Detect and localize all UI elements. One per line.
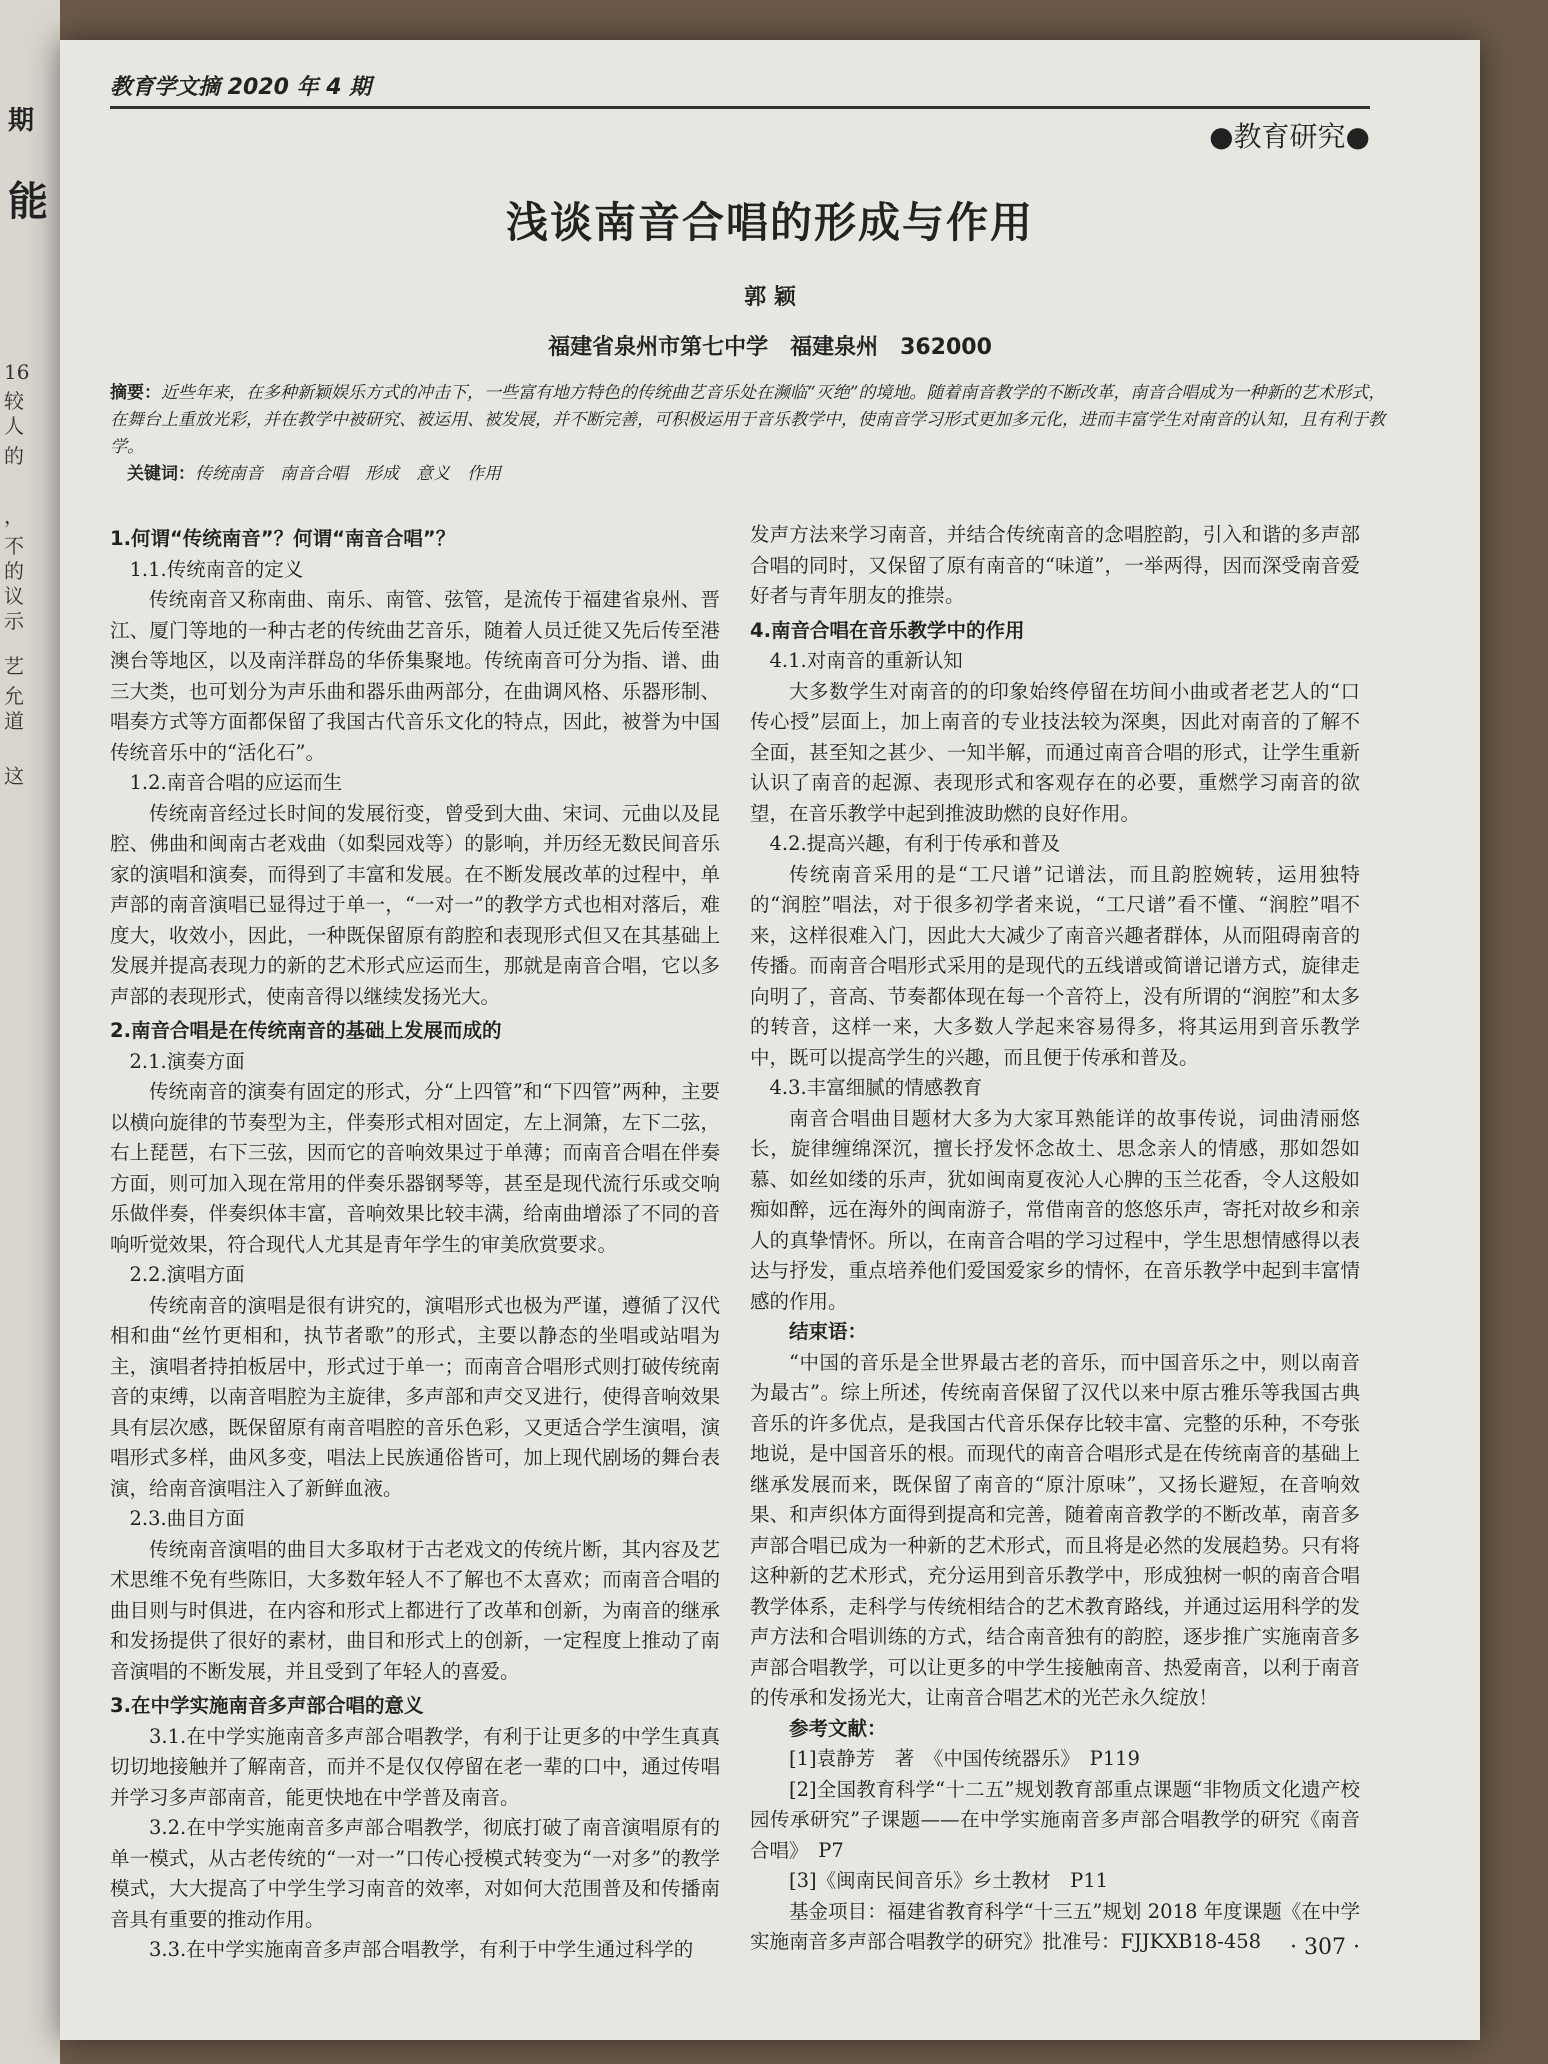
paragraph: “中国的音乐是全世界最古老的音乐，而中国音乐之中，则以南音为最古”。综上所述，传统南音保留了汉代以来中原古雅乐等我国古典音乐的许多优点，是我国古代音乐保存比较丰富、完整的乐种，不夸张地说，是中国音乐的根。而现代的南音合唱形式是在传统南音的基础上继承发展而来，既保留了南音的“原汁原味”，又扬长避短，在音响效果、和声织体方面得到提高和完善，随着南音教学的不断改革，南音多声部合唱已成为一种新的艺术形式，而且将是必然的发展趋势。只有将这种新的艺术形式，充分运用到音乐教学中，形成独树一帜的南音合唱教学体系，走科学与传统相结合的艺术教育路线，并通过运用科学的发声方法和合唱训练的方式，结合南音独有的韵腔，逐步推广实施南音多声部合唱教学，可以让更多的中学生接触南音、热爱南音，以利于南音的传承和发扬光大，让南音合唱艺术的光芒永久绽放！ bbox=[750, 1350, 1360, 1709]
references-heading: 参考文献： bbox=[789, 1716, 887, 1740]
adjacent-page-fragment: 的 bbox=[4, 559, 24, 583]
adjacent-page-fragment: 较 bbox=[4, 389, 24, 413]
subsection-heading: 2.1.演奏方面 bbox=[129, 1049, 245, 1073]
adjacent-page-fragment: ， bbox=[4, 504, 24, 528]
adjacent-page-issue-char: 期 bbox=[8, 106, 35, 136]
adjacent-page-fragment: 允 bbox=[4, 684, 24, 708]
section-heading: 2.南音合唱是在传统南音的基础上发展而成的 bbox=[110, 1019, 502, 1042]
paragraph: 3.1.在中学实施南音多声部合唱教学，有利于让更多的中学生真真切切地接触并了解南音，而并不是仅仅停留在老一辈的口中，通过传唱并学习多声部南音，能更快地在中学普及南音。 bbox=[110, 1724, 720, 1809]
abstract-text: 近些年来，在多种新颖娱乐方式的冲击下，一些富有地方特色的传统曲艺音乐处在濒临“灭绝”的境地。随着南音教学的不断改革，南音合唱成为一种新的艺术形式，在舞台上重放光彩，并在教学中被研究、被运用、被发展，并不断完善，可积极运用于音乐教学中，使南音学习形式更加多元化，进而丰富学生对南音的认知，且有利于教学。 bbox=[110, 383, 1386, 457]
subsection-heading: 4.2.提高兴趣，有利于传承和普及 bbox=[769, 832, 1061, 855]
section-tag: ●教育研究● bbox=[1209, 120, 1370, 153]
keywords-label: 关键词： bbox=[127, 464, 195, 484]
adjacent-page-fragment: 艺 bbox=[4, 654, 24, 678]
paragraph: 传统南音的演唱是很有讲究的，演唱形式也极为严谨，遵循了汉代相和曲“丝竹更相和，执节者歌”的形式，主要以静态的坐唱或站唱为主，演唱者持拍板居中，形式过于单一；而南音合唱形式则打破传统南音的束缚，以南音唱腔为主旋律，多声部和声交叉进行，使得音响效果具有层次感，既保留原有南音唱腔的音乐色彩，又更适合学生演唱，演唱形式多样，曲风多变，唱法上民族通俗皆可，加上现代剧场的舞台表演，给南音演唱注入了新鲜血液。 bbox=[110, 1293, 720, 1500]
paragraph: 传统南音采用的是“工尺谱”记谱法，而且韵腔婉转，运用独特的“润腔”唱法，对于很多初学者来说，“工尺谱”看不懂、“润腔”唱不来，这样很难入门，因此大大减少了南音兴趣者群体，从而阻碍南音的传播。而南音合唱形式采用的是现代的五线谱或简谱记谱方式，旋律走向明了，音高、节奏都体现在每一个音符上，没有所谓的“润腔”和太多的转音，这样一来，大多数人学起来容易得多，将其运用到音乐教学中，既可以提高学生的兴趣，而且便于传承和普及。 bbox=[750, 862, 1360, 1069]
section-heading: 4.南音合唱在音乐教学中的作用 bbox=[750, 618, 1025, 642]
paragraph: 发声方法来学习南音，并结合传统南音的念唱腔韵，引入和谐的多声部合唱的同时，又保留了原有南音的“味道”，一举两得，因而深受南音爱好者与青年朋友的推崇。 bbox=[750, 523, 1360, 607]
adjacent-page-edge bbox=[0, 0, 60, 2064]
paragraph: 3.2.在中学实施南音多声部合唱教学，彻底打破了南音演唱原有的单一模式，从古老传统的“一对一”口传心授模式转变为“一对多”的教学模式，大大提高了中学生学习南音的效率，对如何大范围普及和传播南音具有重要的推动作用。 bbox=[110, 1816, 720, 1931]
paragraph: 传统南音演唱的曲目大多取材于古老戏文的传统片断，其内容及艺术思维不免有些陈旧，大多数年轻人不了解也不太喜欢；而南音合唱的曲目则与时俱进，在内容和形式上都进行了改革和创新，为南音的继承和发扬提供了很好的素材，曲目和形式上的创新，一定程度上推动了南音演唱的不断发展，并且受到了年轻人的喜爱。 bbox=[110, 1537, 720, 1683]
adjacent-page-big-char: 能 bbox=[8, 178, 48, 225]
article-affiliation: 福建省泉州市第七中学 福建泉州 362000 bbox=[548, 335, 992, 360]
section-heading: 1.何谓“传统南音”？何谓“南音合唱”？ bbox=[110, 527, 456, 550]
adjacent-page-fragment: 不 bbox=[4, 534, 24, 558]
journal-page bbox=[60, 40, 1480, 2040]
article-title: 浅谈南音合唱的形成与作用 bbox=[505, 198, 1034, 247]
keywords bbox=[110, 461, 1390, 488]
page-header bbox=[110, 70, 1370, 153]
abstract-label: 摘要： bbox=[110, 383, 161, 403]
paragraph: 传统南音又称南曲、南乐、南管、弦管，是流传于福建省泉州、晋江、厦门等地的一种古老的传统曲艺音乐，随着人员迁徙又先后传至港澳台等地区，以及南洋群岛的华侨集聚地。传统南音可分为指、谱、曲三大类，也可划分为声乐曲和器乐曲两部分，在曲调风格、乐器形制、唱奏方式等方面都保留了我国古代音乐文化的特点，因此，被誉为中国传统音乐中的“活化石”。 bbox=[110, 588, 720, 764]
paragraph: 传统南音的演奏有固定的形式，分“上四管”和“下四管”两种，主要以横向旋律的节奏型为主，伴奏形式相对固定，左上洞箫，左下二弦，右上琵琶，右下三弦，因而它的音响效果过于单薄；而南音合唱在伴奏方面，则可加入现在常用的伴奏乐器钢琴等，甚至是现代流行乐或交响乐做伴奏，伴奏织体丰富，音响效果比较丰满，给南曲增添了不同的音响听觉效果，符合现代人尤其是青年学生的审美欣赏要求。 bbox=[110, 1080, 720, 1256]
paragraph: 3.3.在中学实施南音多声部合唱教学，有利于中学生通过科学的 bbox=[149, 1938, 694, 1961]
adjacent-page-fragment: 议 bbox=[4, 584, 24, 608]
page-number: · 307 · bbox=[1290, 1935, 1360, 1960]
section-heading: 3.在中学实施南音多声部合唱的意义 bbox=[110, 1694, 424, 1717]
adjacent-page-fragment: 示 bbox=[4, 609, 24, 633]
paragraph: 传统南音经过长时间的发展衍变，曾受到大曲、宋词、元曲以及昆腔、佛曲和闽南古老戏曲（如梨园戏等）的影响，并历经无数民间音乐家的演唱和演奏，而得到了丰富和发展。在不断发展改革的过程中，单声部的南音演唱已显得过于单一，“一对一”的教学方式也相对落后，难度大，收效小，因此，一种既保留原有韵腔和表现形式但又在其基础上发展并提高表现力的新的艺术形式应运而生，那就是南音合唱，它以多声部的表现形式，使南音得以继续发扬光大。 bbox=[110, 801, 720, 1008]
abstract-block bbox=[110, 380, 1390, 488]
subsection-heading: 2.3.曲目方面 bbox=[129, 1507, 245, 1530]
journal-name: 教育学文摘 2020 年 4 期 bbox=[110, 75, 372, 100]
reference-item: [3]《闽南民间音乐》乡土教材 P11 bbox=[789, 1869, 1109, 1892]
adjacent-page-fragment: 道 bbox=[4, 709, 24, 733]
keywords-text: 传统南音 南音合唱 形成 意义 作用 bbox=[195, 464, 501, 484]
funding-note: 基金项目：福建省教育科学“十三五”规划 2018 年度课题《在中学实施南音多声部合唱教学的研究》批准号：FJJKXB18-458 bbox=[750, 1899, 1360, 1953]
subsection-heading: 4.1.对南音的重新认知 bbox=[769, 649, 963, 672]
left-column bbox=[110, 520, 720, 1966]
conclusion-heading: 结束语： bbox=[789, 1320, 868, 1343]
reference-item: [1]袁静芳 著 《中国传统器乐》 P119 bbox=[789, 1747, 1140, 1770]
paragraph: 南音合唱曲目题材大多为大家耳熟能详的故事传说，词曲清丽悠长，旋律缠绵深沉，擅长抒发怀念故土、思念亲人的情感，那如怨如慕、如丝如缕的乐声，犹如闽南夏夜沁人心脾的玉兰花香，令人这般如痴如醉，远在海外的闽南游子，常借南音的悠悠乐声，寄托对故乡和亲人的真挚情怀。所以，在南音合唱的学习过程中，学生思想情感得以表达与抒发，重点培养他们爱国爱家乡的情怀，在音乐教学中起到丰富情感的作用。 bbox=[750, 1106, 1360, 1313]
adjacent-page-fragment: 的 bbox=[4, 444, 24, 468]
paragraph: 大多数学生对南音的的印象始终停留在坊间小曲或者老艺人的“口传心授”层面上，加上南音的专业技法较为深奥，因此对南音的了解不全面，甚至知之甚少、一知半解，而通过南音合唱的形式，让学生重新认识了南音的起源、表现形式和客观存在的必要，重燃学习南音的欲望，在音乐教学中起到推波助燃的良好作用。 bbox=[750, 679, 1360, 825]
adjacent-page-fragment: 人 bbox=[4, 414, 24, 438]
subsection-heading: 2.2.演唱方面 bbox=[129, 1263, 245, 1286]
reference-item: [2]全国教育科学“十二五”规划教育部重点课题“非物质文化遗产校园传承研究”子课题——在中学实施南音多声部合唱教学的研究《南音合唱》 P7 bbox=[750, 1777, 1360, 1862]
header-rule bbox=[110, 106, 1370, 109]
abstract bbox=[110, 380, 1390, 461]
subsection-heading: 1.1.传统南音的定义 bbox=[129, 557, 304, 581]
article-author: 郭 颖 bbox=[744, 284, 796, 310]
subsection-heading: 4.3.丰富细腻的情感教育 bbox=[769, 1076, 983, 1099]
subsection-heading: 1.2.南音合唱的应运而生 bbox=[129, 771, 343, 794]
right-column bbox=[750, 520, 1360, 1958]
adjacent-page-fragment: 16 bbox=[4, 360, 30, 384]
adjacent-page-fragment: 这 bbox=[4, 764, 24, 788]
